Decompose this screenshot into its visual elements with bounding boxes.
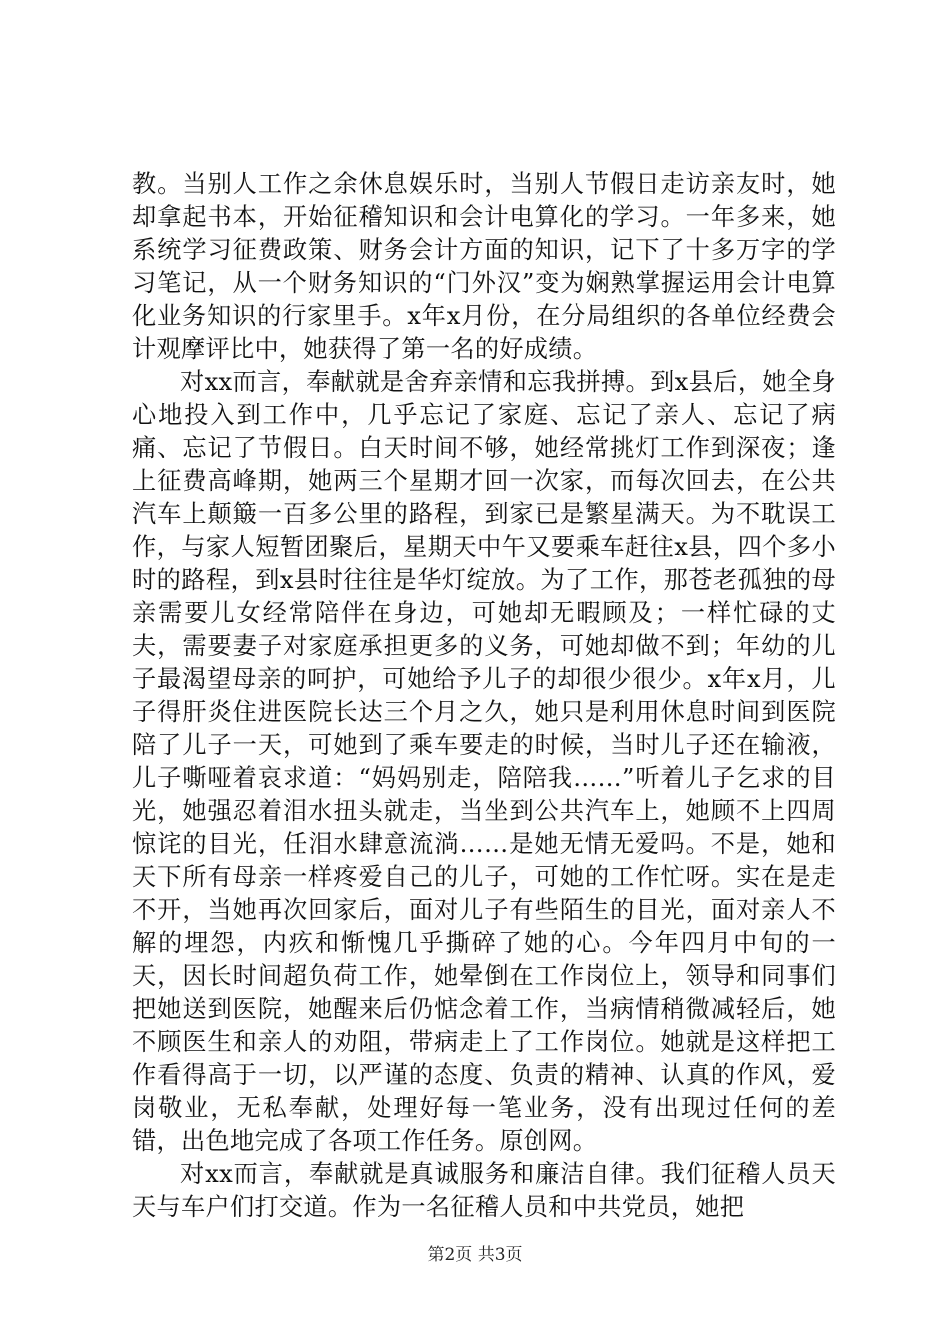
paragraph-1: 教。当别人工作之余休息娱乐时，当别人节假日走访亲友时，她却拿起书本，开始征稽知识和会计电算化的学习。一年多来，她系统学习征费政策、财务会计方面的知识，记下了十多万字的学习笔记，从一个财务知识的“门外汉”变为娴熟掌握运用会计电算化业务知识的行家里手。x年x月份，在分局组织的各单位经费会计观摩评比中，她获得了第一名的好成绩。	[132, 170, 836, 363]
paragraph-2: 对xx而言，奉献就是舍弃亲情和忘我拼搏。到x县后，她全身心地投入到工作中，几乎忘记了家庭、忘记了亲人、忘记了病痛、忘记了节假日。白天时间不够，她经常挑灯工作到深夜；逢上征费高峰期，她两三个星期才回一次家，而每次回去，在公共汽车上颠簸一百多公里的路程，到家已是繁星满天。为不耽误工作，与家人短暂团聚后，星期天中午又要乘车赶往x县，四个多小时的路程，到x县时往往是华灯绽放。为了工作，那苍老孤独的母亲需要儿女经常陪伴在身边，可她却无暇顾及；一样忙碌的丈夫，需要妻子对家庭承担更多的义务，可她却做不到；年幼的儿子最渴望母亲的呵护，可她给予儿子的却很少很少。x年x月，儿子得肝炎住进医院长达三个月之久，她只是利用休息时间到医院陪了儿子一天，可她到了乘车要走的时候，当时儿子还在输液，儿子嘶哑着哀求道：“妈妈别走，陪陪我……”听着儿子乞求的目光，她强忍着泪水扭头就走，当坐到公共汽车上，她顾不上四周惊诧的目光，任泪水肆意流淌……是她无情无爱吗。不是，她和天下所有母亲一样疼爱自己的儿子，可她的工作忙呀。实在是走不开，当她再次回家后，面对儿子有些陌生的目光，面对亲人不解的埋怨，内疚和惭愧几乎撕碎了她的心。今年四月中旬的一天，因长时间超负荷工作，她晕倒在工作岗位上，领导和同事们把她送到医院，她醒来后仍惦念着工作，当病情稍微减轻后，她不顾医生和亲人的劝阻，带病走上了工作岗位。她就是这样把工作看得高于一切，以严谨的态度、负责的精神、认真的作风，爱岗敬业，无私奉献，处理好每一笔业务，没有出现过任何的差错，出色地完成了各项工作任务。原创网。	[132, 368, 836, 1155]
page-number-footer: 第2页 共3页	[427, 1245, 523, 1265]
paragraph-3: 对xx而言，奉献就是真诚服务和廉洁自律。我们征稽人员天天与车户们打交道。作为一名征稽人员和中共党员，她把	[132, 1160, 836, 1221]
document-body	[132, 168, 836, 1224]
